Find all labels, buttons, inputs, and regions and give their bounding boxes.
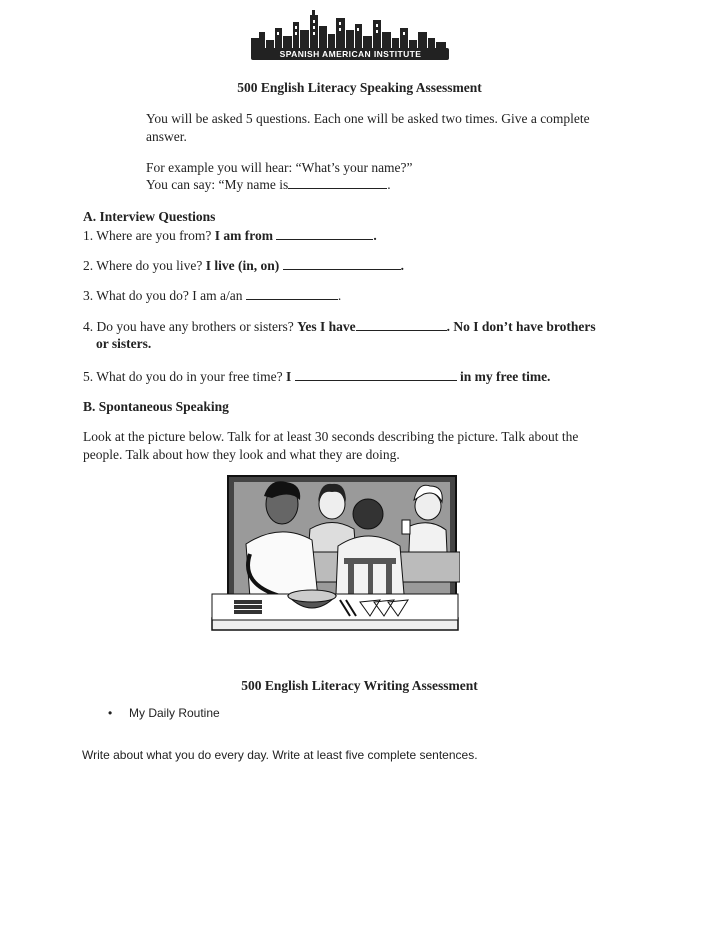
section-b-heading: B. Spontaneous Speaking — [83, 399, 229, 414]
question-5-answer: I — [285, 369, 295, 384]
example-say — [146, 176, 391, 193]
question-1-answer: I am from — [214, 228, 277, 243]
logo-text: SPANISH AMERICAN INSTITUTE — [279, 49, 422, 59]
question-2-suffix: . — [400, 258, 404, 273]
writing-instruction: Write about what you do every day. Write at least five complete sentences. — [82, 748, 478, 762]
question-5-suffix: in my free time. — [456, 369, 551, 384]
question-4-answer-yes: Yes I have — [297, 319, 356, 334]
example-blank[interactable] — [288, 176, 387, 189]
section-a-heading: A. Interview Questions — [83, 209, 216, 224]
question-2-blank[interactable] — [283, 257, 401, 270]
question-4-continuation: or sisters. — [96, 336, 152, 351]
question-3-blank[interactable] — [246, 287, 338, 300]
question-5-prompt: 5. What do you do in your free time? — [83, 369, 286, 384]
dinner-table-picture — [210, 474, 460, 634]
question-2-prompt: 2. Where do you live? — [83, 258, 206, 273]
example-say-suffix: . — [387, 177, 391, 192]
question-5-blank[interactable] — [295, 368, 457, 381]
bullet-dot: • — [108, 706, 113, 720]
intro-line-2: answer. — [146, 129, 187, 144]
question-4-answer-no: . No I don’t have brothers — [446, 319, 596, 334]
question-1-blank[interactable] — [276, 227, 373, 240]
question-1-prompt: 1. Where are you from? — [83, 228, 215, 243]
question-3-prompt: 3. What do you do? I am a/an — [83, 288, 246, 303]
question-4-blank[interactable] — [356, 318, 447, 331]
question-4 — [83, 318, 596, 335]
writing-title: 500 English Literacy Writing Assessment — [241, 678, 478, 693]
intro-line-1: You will be asked 5 questions. Each one will be asked two times. Give a complete — [146, 111, 590, 126]
section-b-line-2: people. Talk about how they look and what they are doing. — [83, 447, 400, 462]
example-hear: For example you will hear: “What’s your name?” — [146, 160, 413, 175]
section-b-line-1: Look at the picture below. Talk for at least 30 seconds describing the picture. Talk about the — [83, 429, 579, 444]
bullet-item: My Daily Routine — [129, 706, 220, 720]
question-4-prompt: 4. Do you have any brothers or sisters? — [83, 319, 298, 334]
question-2-answer: I live (in, on) — [205, 258, 283, 273]
question-5 — [83, 368, 550, 385]
question-2 — [83, 257, 404, 274]
question-3-suffix: . — [337, 288, 342, 303]
speaking-title: 500 English Literacy Speaking Assessment — [237, 80, 482, 95]
question-1-suffix: . — [373, 228, 377, 243]
question-3 — [83, 287, 341, 304]
question-1 — [83, 227, 377, 244]
example-say-prefix: You can say: “My name is — [146, 177, 289, 192]
